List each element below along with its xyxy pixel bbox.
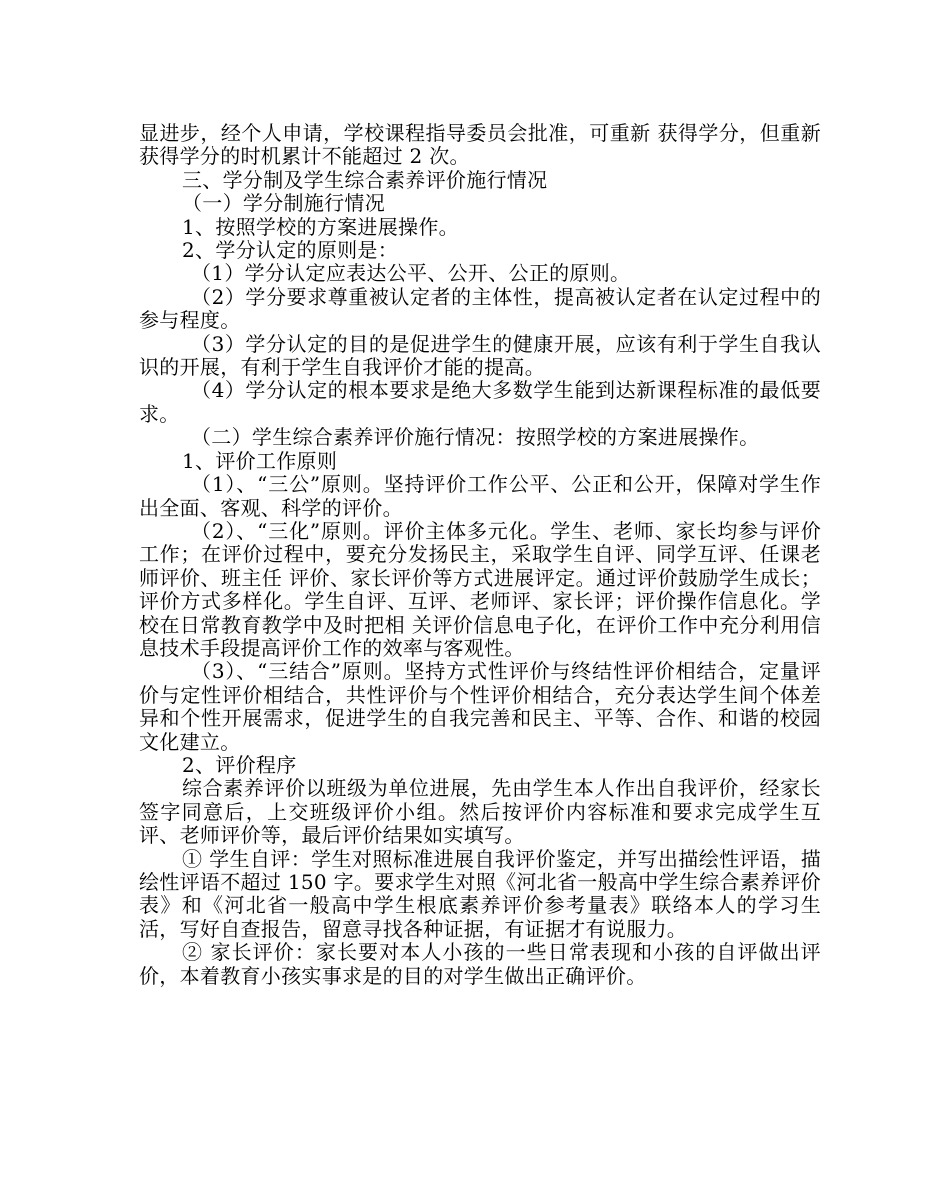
principle-3: （3）学分认定的目的是促进学生的健康开展，应该有利于学生自我认识的开展，有利于学生自我评价才能的提高。 xyxy=(139,331,821,380)
subsection-heading-2: （二）学生综合素养评价施行情况：按照学校的方案进展操作。 xyxy=(191,425,760,450)
paragraph-item-2: 2、学分认定的原则是： xyxy=(182,238,399,263)
principle-4: （4）学分认定的根本要求是绝大多数学生能到达新课程标准的最低要求。 xyxy=(139,378,821,426)
principle-1: （1）学分认定应表达公平、公开、公正的原则。 xyxy=(191,261,631,286)
parent-evaluation: ② 家长评价：家长要对本人小孩的一些日常表现和小孩的自评做出评价，本着教育小孩实事求是的目的对学生做出正确评价。 xyxy=(139,940,821,988)
section-heading-3: 三、学分制及学生综合素养评价施行情况 xyxy=(182,167,548,192)
principle-2: （2）学分要求尊重被认定者的主体性，提高被认定者在认定过程中的参与程度。 xyxy=(139,284,821,333)
evaluation-procedure-intro: 综合素养评价以班级为单位进展，先由学生本人作出自我评价，经家长签字同意后，上交班级评价小组。然后按评价内容标准和要求完成学生互评、老师评价等，最后评价结果如实填写。 xyxy=(139,776,821,848)
student-self-evaluation: ① 学生自评：学生对照标准进展自我评价鉴定，并写出描绘性评语，描绘性评语不超过 150 字。要求学生对照《河北省一般高中学生综合素养评价表》和《河北省一般高中学生根底素养评价参考量表》联络本人的学习生活，写好自查报告，留意寻找各种证据，有证据才有说服力。 xyxy=(139,846,821,941)
evaluation-principle-1: （1）、“三公”原则。坚持评价工作公平、公正和公开，保障对学生作出全面、客观、科学的评价。 xyxy=(139,472,821,520)
evaluation-principle-2: （2）、“三化”原则。评价主体多元化。学生、老师、家长均参与评价工作；在评价过程中，要充分发扬民主，采取学生自评、同学互评、任课老师评价、班主任 评价、家长评价等方式进展评定。通过评价鼓励学生成长；评价方式多样化。学生自评、互评、老师评、家长评；评价操作信息化。学校在日常教育教学中及时把相 关评价信息电子化，在评价工作中充分利用信息技术手段提高评价工作的效率与客观性。 xyxy=(139,518,821,660)
evaluation-procedure-heading: 2、评价程序 xyxy=(182,752,297,777)
evaluation-principle-3: （3）、“三结合”原则。坚持方式性评价与终结性评价相结合，定量评价与定性评价相结合，共性评价与个性评价相结合，充分表达学生间个体差异和个性开展需求，促进学生的自我完善和民主、平等、合作、和谐的校园文化建立。 xyxy=(139,659,821,754)
paragraph-1: 显进步，经个人申请，学校课程指导委员会批准，可重新 获得学分，但重新获得学分的时机累计不能超过 2 次。 xyxy=(139,121,821,169)
paragraph-item-1: 1、按照学校的方案进展操作。 xyxy=(182,214,459,239)
subsection-heading-1: （一）学分制施行情况 xyxy=(182,191,385,216)
document-body xyxy=(139,122,821,988)
evaluation-principles-heading: 1、评价工作原则 xyxy=(182,448,338,473)
